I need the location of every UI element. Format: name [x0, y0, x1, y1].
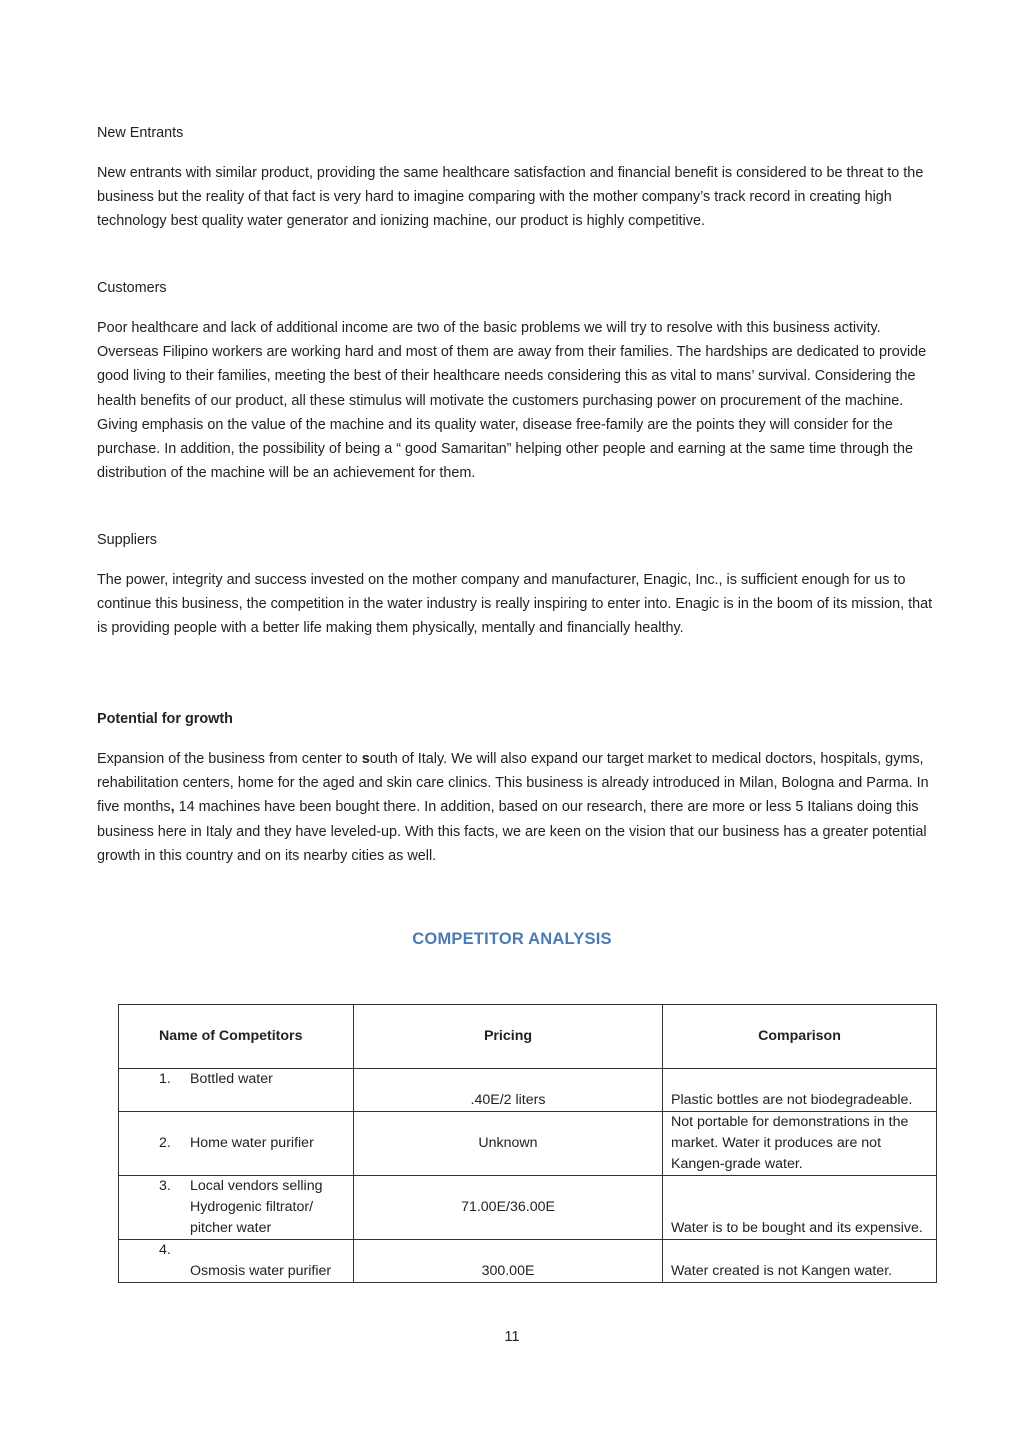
header-name-of-competitors: Name of Competitors — [119, 1005, 354, 1069]
growth-text-bold-comma: , — [170, 799, 175, 816]
growth-text-bold-s: s — [361, 751, 370, 767]
competitor-name: Bottled water — [190, 1071, 273, 1087]
table-row — [119, 1069, 937, 1112]
row-number: 3. — [159, 1178, 171, 1194]
growth-text-part3: 14 machines have been bought there. In addition, based on our research, there are more or less 5 Italians doing this business here in Italy and they have leveled-up. With this facts, we are keen on the vision that our business has a greater potential growth in this country and on its nearby cities as well. — [97, 799, 927, 864]
row-number: 4. — [159, 1242, 171, 1258]
comparison-cell: Plastic bottles are not biodegradeable. — [663, 1069, 937, 1112]
comparison-cell: Not portable for demonstrations in the market. Water it produces are not Kangen-grade water. — [663, 1112, 937, 1176]
growth-text-part1: Expansion of the business from center to — [97, 751, 362, 767]
pricing-cell: 300.00E — [354, 1240, 663, 1283]
competitor-name: Home water purifier — [190, 1135, 314, 1151]
competitor-name: Local vendors selling Hydrogenic filtrator/ pitcher water — [190, 1178, 323, 1236]
suppliers-paragraph: The power, integrity and success invested on the mother company and manufacturer, Enagic, Inc., is sufficient enough for us to continue this business, the competition in the water industry is really inspiring to enter into. Enagic is in the boom of its mission, that is providing people with a better life making them physically, mentally and financially healthy. — [97, 572, 933, 637]
competitor-name: Osmosis water purifier — [190, 1263, 332, 1279]
row-number: 2. — [159, 1135, 171, 1151]
comparison-cell: Water is to be bought and its expensive. — [663, 1176, 937, 1240]
growth-heading: Potential for growth — [97, 711, 233, 727]
new-entrants-heading: New Entrants — [97, 125, 184, 141]
pricing-cell: Unknown — [354, 1112, 663, 1176]
customers-heading: Customers — [97, 280, 167, 296]
growth-text-part2: outh of Italy. We will also expand our target market to medical doctors, hospitals, gyms, rehabilitation centers, home for the aged and skin care clinics. This business is already introduced in Milan, Bologna and Parma. In five months — [97, 751, 929, 816]
suppliers-heading: Suppliers — [97, 532, 157, 548]
customers-paragraph: Poor healthcare and lack of additional income are two of the basic problems we will try to resolve with this business activity. Overseas Filipino workers are working hard and most of them are away from their families. The hardships are dedicated to provide good living to their families, meeting the best of their healthcare needs considering this as vital to mans’ survival. Considering the health benefits of our product, all these stimulus will motivate the customers purchasing power on procurement of the machine. Giving emphasis on the value of the machine and its quality water, disease free-family are the points they will consider for the purchase. In addition, the possibility of being a “ good Samaritan” helping other people and earning at the same time through the distribution of the machine will be an achievement for them. — [97, 320, 927, 482]
row-number: 1. — [159, 1071, 171, 1087]
header-pricing: Pricing — [354, 1005, 663, 1069]
page-number: 11 — [504, 1329, 520, 1345]
competitor-analysis-title: COMPETITOR ANALYSIS — [412, 930, 612, 948]
growth-paragraph — [97, 747, 933, 868]
table-row — [119, 1112, 937, 1176]
pricing-cell: 71.00E/36.00E — [354, 1176, 663, 1240]
new-entrants-paragraph: New entrants with similar product, providing the same healthcare satisfaction and financial benefit is considered to be threat to the business but the reality of that fact is very hard to imagine comparing with the mother company’s track record in creating high technology best quality water generator and ionizing machine, our product is highly competitive. — [97, 165, 924, 230]
comparison-cell: Water created is not Kangen water. — [663, 1240, 937, 1283]
competitor-name-cell — [119, 1112, 354, 1176]
competitor-name-cell — [119, 1069, 354, 1112]
table-row — [119, 1240, 937, 1283]
header-comparison: Comparison — [663, 1005, 937, 1069]
competitor-name-cell — [119, 1240, 354, 1283]
table-row — [119, 1176, 937, 1240]
table-header-row — [119, 1005, 937, 1069]
pricing-cell: .40E/2 liters — [354, 1069, 663, 1112]
competitor-table — [118, 1004, 937, 1283]
competitor-name-cell — [119, 1176, 354, 1240]
